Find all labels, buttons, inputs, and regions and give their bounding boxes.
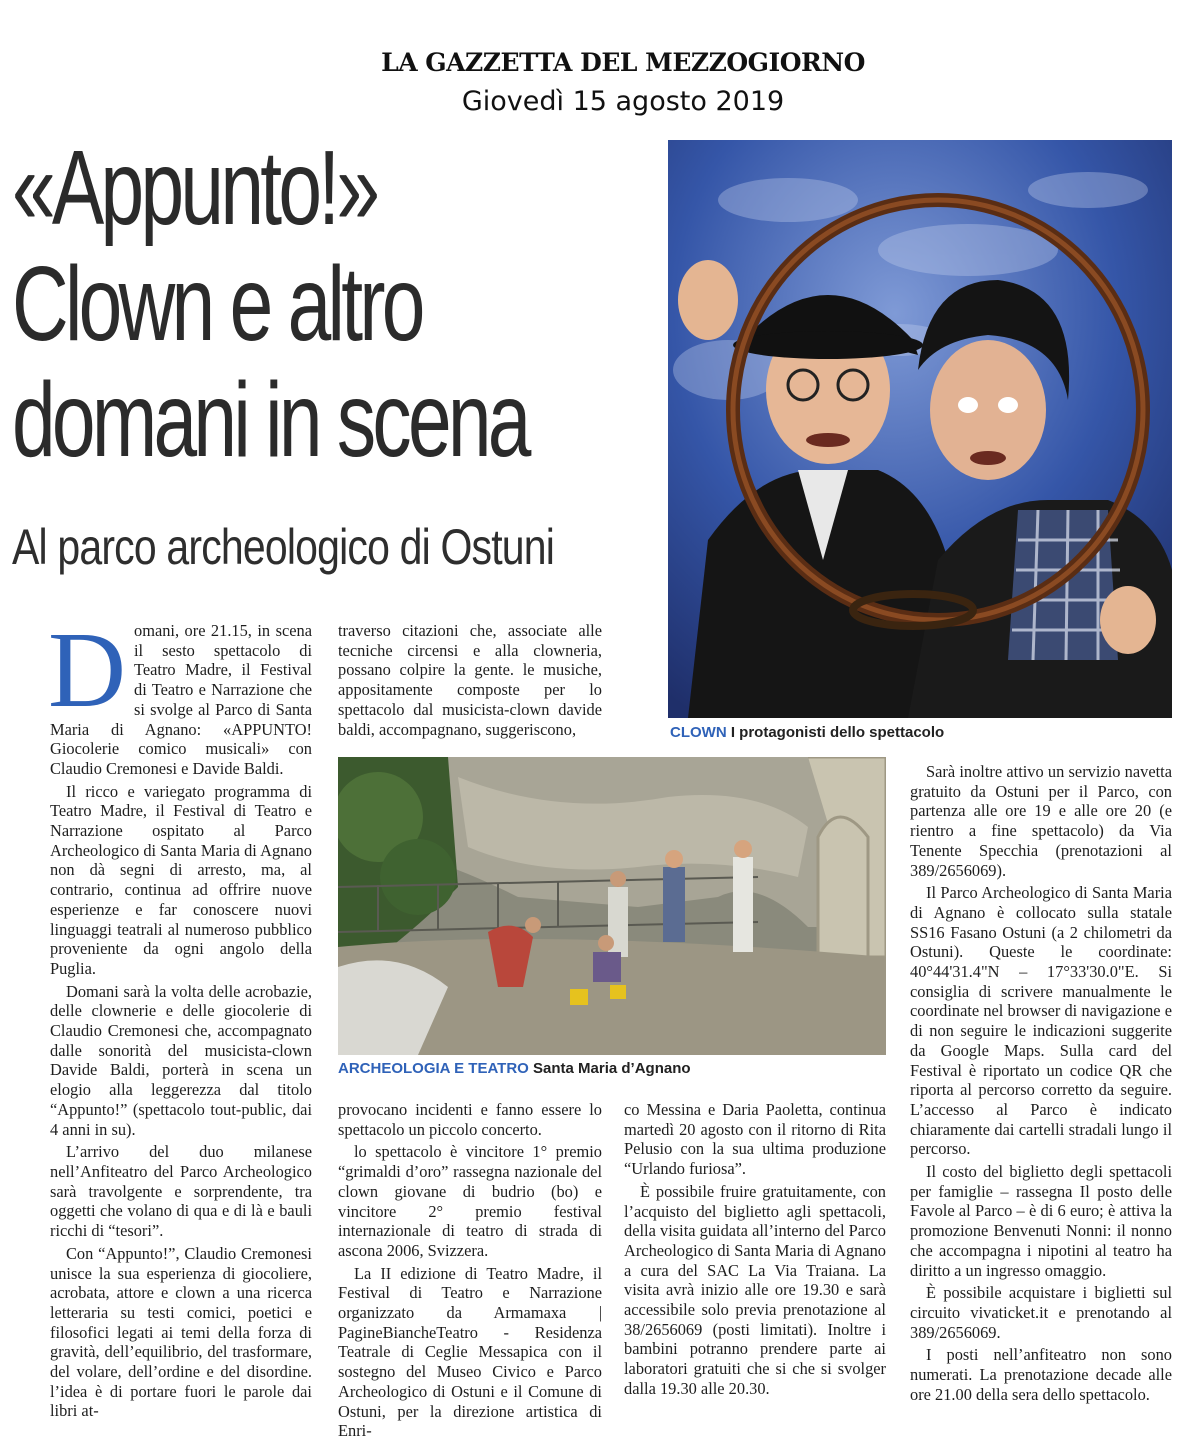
article-paragraph: I posti nell’anfiteatro non sono numerati. La prenotazione decade alle ore 21.00 della sera dello spettacolo. [910, 1345, 1172, 1404]
headline-line-1: «Appunto!» [12, 129, 377, 247]
article-paragraph: Il Parco Archeologico di Santa Maria di Agnano è collocato sulla statale SS16 Fasano Ostuni (a 2 chilometri da Ostuni). Queste le coordinate: 40°44'31.4"N – 17°33'30.0"E. Si consiglia di scrivere manualmente le coordinate nel browser di navigazione e di non seguire le indicazioni suggerite da Google Maps. Sulla card del Festival è riportato un codice QR che riporta al percorso corretto da seguire. L’accesso al Parco è indicato chiaramente dai cartelli stradali lungo il percorso. [910, 883, 1172, 1159]
article-paragraph [48, 611, 312, 779]
archaeology-photo [338, 757, 886, 1055]
article-column-1 [48, 611, 312, 1424]
newspaper-masthead: LA GAZZETTA DEL MEZZOGIORNO [381, 48, 865, 77]
article-paragraph: lo spettacolo è vincitore 1° premio “grimaldi d’oro” rassegna nazionale del clown giovane di budrio (bo) e vincitore 2° premio festival internazionale di teatro di strada di ascona 2006, Svizzera. [338, 1142, 602, 1260]
headline [12, 130, 528, 478]
archaeology-caption-text: Santa Maria d’Agnano [528, 1060, 691, 1077]
archaeology-photo-image [338, 757, 886, 1055]
article-paragraph: Domani sarà la volta delle acrobazie, delle clownerie e delle giocolerie di Claudio Cremonesi che, accompagnato dalle sonorità del musicista-clown Davide Baldi, porterà in scena un elogio alla leggerezza dal titolo “Appunto!” (spettacolo tout-public, dai 4 anni in su). [50, 981, 312, 1139]
article-column-2-top [338, 621, 602, 742]
article-paragraph: È possibile acquistare i biglietti sul circuito vivaticket.it e prenotando al 389/2656069. [910, 1283, 1172, 1342]
article-paragraph: co Messina e Daria Paoletta, continua martedì 20 agosto con il ritorno di Rita Pelusio con la sua ultima produzione “Urlando furiosa”. [624, 1100, 886, 1179]
article-paragraph: È possibile fruire gratuitamente, con l’acquisto del biglietto agli spettacoli, della visita guidata all’interno del Parco Archeologico di Santa Maria di Agnano a cura del SAC La Via Traiana. La visita avrà inizio alle ore 19.30 e sarà accessibile solo previa prenotazione al 38/2656069 (posti limitati). Inoltre i bambini potranno prendere parte ai laboratori gratuiti che si che si svolger dalla 19.30 alle 20.30. [624, 1181, 886, 1398]
clown-photo-image [668, 140, 1172, 718]
clown-photo [668, 140, 1172, 718]
article-paragraph: Il costo del biglietto degli spettacoli per famiglie – rassegna Il posto delle Favole al Parco – è di 6 euro; è attiva la promozione Benvenuti Nonni: il nonno che accompagna i nipotini al teatro ha diritto a un ingresso omaggio. [910, 1162, 1172, 1280]
archaeology-caption-tag: ARCHEOLOGIA E TEATRO [338, 1060, 529, 1077]
clown-caption-text: I protagonisti dello spettacolo [726, 724, 945, 741]
article-paragraph: Con “Appunto!”, Claudio Cremonesi unisce la sua esperienza di giocoliere, acrobata, attore e clown a una ricerca letteraria su testi comici, poetici e filosofici legati ai temi della forza di gravità, dell’equilibrio, del trasformare, del volare, dell’ordine e del disordine. l’idea è di portare fuori le parole dai libri at- [50, 1243, 312, 1421]
article-paragraph: provocano incidenti e fanno essere lo spettacolo un piccolo concerto. [338, 1100, 602, 1139]
article-paragraph: L’arrivo del duo milanese nell’Anfiteatro del Parco Archeologico sarà travolgente e sorprendente, tra oggetti che volano di qua e di là e bauli ricchi di “tesori”. [50, 1142, 312, 1241]
drop-cap: D [48, 611, 126, 730]
clown-photo-caption [670, 724, 1170, 741]
article-paragraph-text: omani, ore 21.15, in scena il sesto spettacolo di Teatro Madre, il Festival di Teatro e Narrazione che si svolge al Parco di Santa Maria di Agnano: «APPUNTO! Giocolerie comico musicali» con Claudio Cremonesi e Davide Baldi. [50, 621, 312, 778]
archaeology-photo-caption [338, 1060, 886, 1077]
article-paragraph: La II edizione di Teatro Madre, il Festival di Teatro e Narrazione organizzato da Armamaxa | PagineBiancheTeatro - Residenza Teatrale di Ceglie Messapica con il sostegno del Museo Civico e Parco Archeologico di Ostuni e il Comune di Ostuni, per la direzione artistica di Enri- [338, 1263, 602, 1441]
headline-line-3: domani in scena [12, 361, 528, 479]
publication-date: Giovedì 15 agosto 2019 [461, 86, 785, 117]
article-column-4 [910, 762, 1172, 1408]
article-column-3-bottom [624, 1100, 886, 1402]
article-paragraph: Il ricco e variegato programma di Teatro Madre, il Festival di Teatro e Narrazione ospitato al Parco Archeologico di Santa Maria di Agnano non dà segni di arresto, ma, al contrario, continua ad offrire nuove esperienze e far conoscere nuovi linguaggi teatrali al numeroso pubblico proveniente da ogni angolo della Puglia. [50, 781, 312, 978]
article-column-2-bottom [338, 1100, 602, 1444]
headline-line-2: Clown e altro [12, 245, 422, 363]
article-paragraph: Sarà inoltre attivo un servizio navetta gratuito da Ostuni per il Parco, con partenza alle ore 19 e alle ore 20 (e rientro a fine spettacolo) da Via Tenente Specchia (prenotazioni al 389/2656069). [910, 762, 1172, 880]
clown-caption-tag: CLOWN [670, 724, 727, 741]
article-paragraph: traverso citazioni che, associate alle tecniche circensi e alla clowneria, possano colpire la gente. le musiche, appositamente composte per lo spettacolo dal musicista-clown davide baldi, accompagnano, suggeriscono, [338, 621, 602, 739]
subheadline: Al parco archeologico di Ostuni [12, 519, 555, 575]
